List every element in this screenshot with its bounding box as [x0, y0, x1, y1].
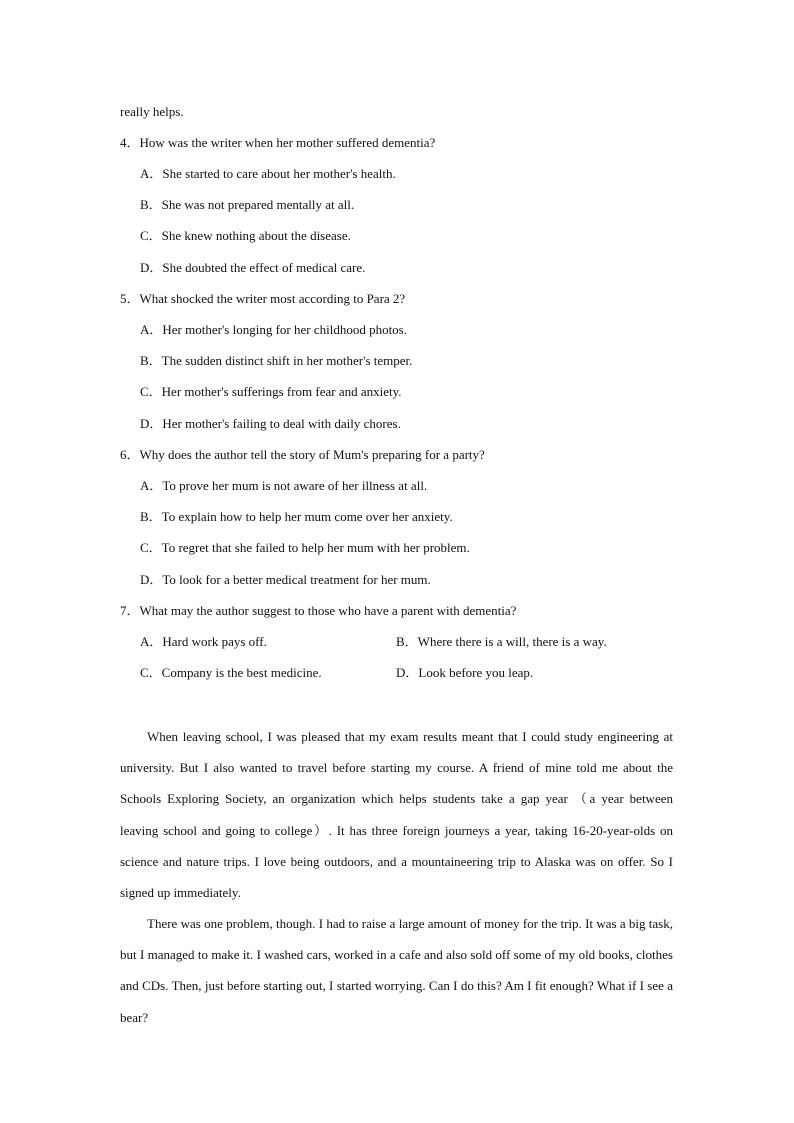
question-5-option-c: C．Her mother's sufferings from fear and anxiety.: [140, 384, 402, 399]
question-6-stem: 6．Why does the author tell the story of Mum's preparing for a party?: [120, 447, 485, 462]
question-4-option-d: D．She doubted the effect of medical care.: [140, 260, 366, 275]
question-5-option-a: A．Her mother's longing for her childhood photos.: [140, 322, 407, 337]
previous-passage-tail: really helps.: [120, 104, 184, 119]
question-5-stem: 5．What shocked the writer most according to Para 2?: [120, 291, 406, 306]
question-6-option-b: B．To explain how to help her mum come over her anxiety.: [140, 509, 453, 524]
question-4-option-b: B．She was not prepared mentally at all.: [140, 197, 355, 212]
question-7-option-a: A．Hard work pays off.: [140, 634, 267, 649]
question-5-option-b: B．The sudden distinct shift in her mother's temper.: [140, 353, 413, 368]
question-4-stem: 4．How was the writer when her mother suffered dementia?: [120, 135, 436, 150]
question-7-option-b: B．Where there is a will, there is a way.: [396, 634, 607, 649]
question-7-option-d: D．Look before you leap.: [396, 665, 534, 680]
question-6-option-c: C．To regret that she failed to help her mum with her problem.: [140, 540, 470, 555]
question-5-option-d: D．Her mother's failing to deal with daily chores.: [140, 416, 401, 431]
question-4-option-c: C．She knew nothing about the disease.: [140, 228, 351, 243]
question-6-option-a: A．To prove her mum is not aware of her illness at all.: [140, 478, 428, 493]
passage-paragraph-1: When leaving school, I was pleased that my exam results meant that I could study engineering at university. But I also wanted to travel before starting my course. A friend of mine told me about the Schools Exploring Society, an organization which helps students take a gap year （a year between leaving school and going to college）. It has three foreign journeys a year, taking 16-20-year-olds on science and nature trips. I love being outdoors, and a mountaineering trip to Alaska was on offer. So I signed up immediately.: [120, 729, 673, 901]
question-7-option-c: C．Company is the best medicine.: [140, 665, 322, 680]
question-6-option-d: D．To look for a better medical treatment for her mum.: [140, 572, 431, 587]
question-7-stem: 7．What may the author suggest to those who have a parent with dementia?: [120, 603, 517, 618]
question-4-option-a: A．She started to care about her mother's health.: [140, 166, 396, 181]
passage-paragraph-2: There was one problem, though. I had to raise a large amount of money for the trip. It was a big task, but I managed to make it. I washed cars, worked in a cafe and also sold off some of my old books, clothes and CDs. Then, just before starting out, I started worrying. Can I do this? Am I fit enough? What if I see a bear?: [120, 916, 673, 1025]
